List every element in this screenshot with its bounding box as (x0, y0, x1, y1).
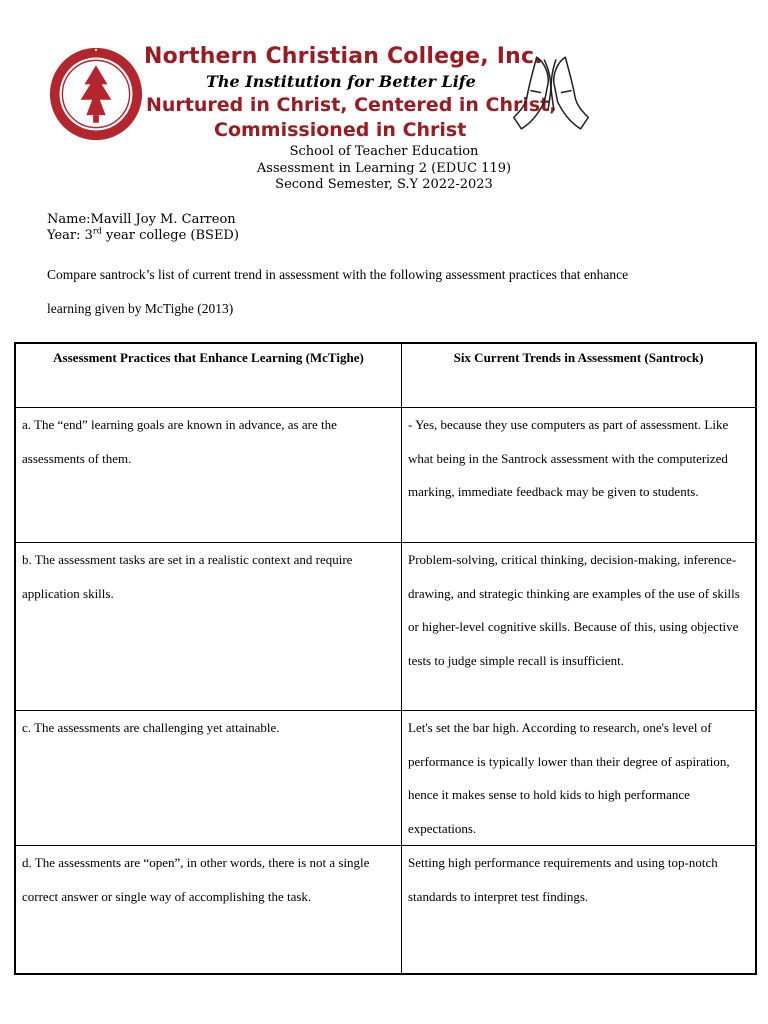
student-name: Mavill Joy M. Carreon (90, 212, 236, 227)
header-santrock: Six Current Trends in Assessment (Santrock) (402, 344, 756, 408)
school-name: School of Teacher Education (289, 144, 479, 159)
practice-cell: d. The assessments are “open”, in other words, there is not a single correct answer or single way of accomplishing the task. (16, 846, 402, 974)
trend-cell: Problem-solving, critical thinking, decision-making, inference-drawing, and strategic thinking are examples of the use of skills or higher-level cognitive skills. Because of this, using objective tests to judge simple recall is insufficient. (402, 543, 756, 711)
trend-cell: Setting high performance requirements and using top-notch standards to interpret test findings. (402, 846, 756, 974)
student-year-line (47, 228, 239, 244)
year-suffix: rd (92, 226, 102, 236)
year-label: Year: (47, 228, 81, 243)
student-name-line (47, 212, 239, 228)
praying-hands-icon (508, 52, 594, 134)
college-motto: The Institution for Better Life (206, 72, 476, 91)
letterhead (0, 0, 768, 150)
practice-cell: c. The assessments are challenging yet attainable. (16, 711, 402, 846)
comparison-table (14, 342, 757, 975)
table-row (16, 711, 756, 846)
header-mctighe: Assessment Practices that Enhance Learning (McTighe) (16, 344, 402, 408)
term: Second Semester, S.Y 2022-2023 (275, 177, 493, 192)
tagline-line-2: Commissioned in Christ (214, 119, 467, 141)
year-number: 3 (84, 228, 93, 243)
year-rest: year college (BSED) (106, 228, 239, 243)
college-seal-icon (48, 46, 144, 142)
trend-cell: Let's set the bar high. According to research, one's level of performance is typically lower than their degree of aspiration, hence it makes sense to hold kids to high performance expectations. (402, 711, 756, 846)
table-header-row (16, 344, 756, 408)
instructions (47, 258, 737, 326)
course-info (0, 144, 768, 194)
instructions-line-2: learning given by McTighe (2013) (47, 301, 234, 316)
student-info (47, 212, 239, 244)
tagline-line-1: Nurtured in Christ, Centered in Christ, (146, 94, 557, 116)
name-label: Name: (47, 212, 91, 227)
practice-cell: a. The “end” learning goals are known in advance, as are the assessments of them. (16, 408, 402, 543)
trend-cell: - Yes, because they use computers as part of assessment. Like what being in the Santrock assessment with the computerized marking, immediate feedback may be given to students. (402, 408, 756, 543)
table-row (16, 846, 756, 974)
instructions-line-1: Compare santrock’s list of current trend in assessment with the following assessment practices that enhance (47, 267, 629, 282)
table-row (16, 408, 756, 543)
college-name: Northern Christian College, Inc. (144, 44, 543, 69)
subject-title: Assessment in Learning 2 (EDUC 119) (256, 160, 512, 176)
table-row (16, 543, 756, 711)
practice-cell: b. The assessment tasks are set in a realistic context and require application skills. (16, 543, 402, 711)
